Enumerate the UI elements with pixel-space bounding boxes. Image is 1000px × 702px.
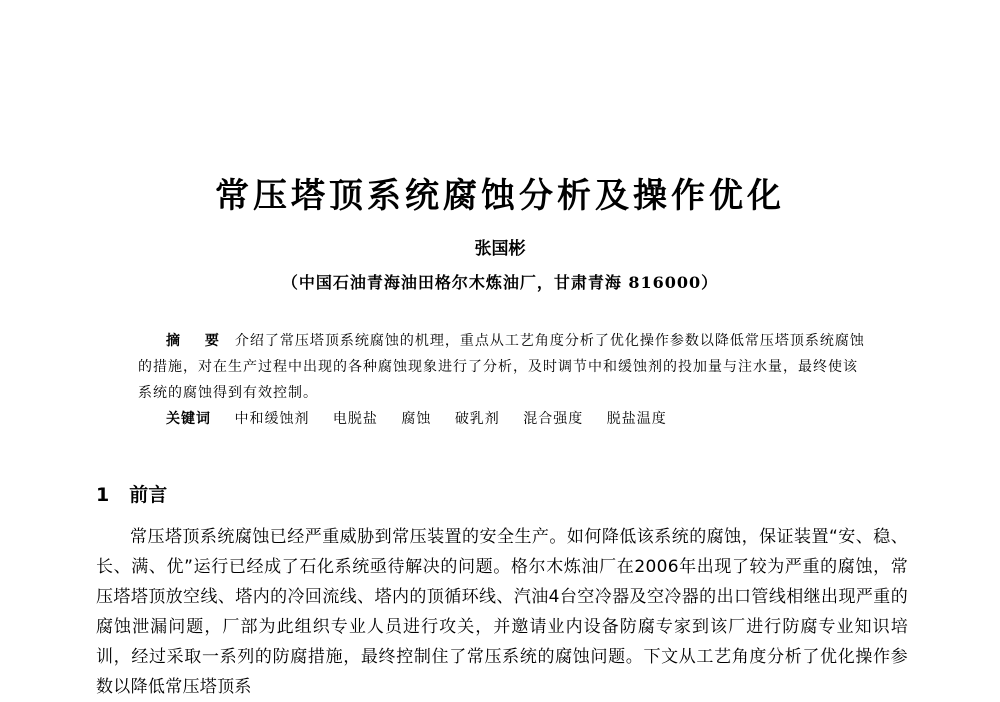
body-paragraph: 常压塔顶系统腐蚀已经严重威胁到常压装置的安全生产。如何降低该系统的腐蚀，保证装置“安、稳、长、满、优”运行已经成了石化系统亟待解决的问题。格尔木炼油厂在2006年出现了较为严重的腐蚀，常压塔塔顶放空线、塔内的冷回流线、塔内的顶循环线、汽油4台空冷器及空冷器的出口管线相继出现严重的腐蚀泄漏问题，厂部为此组织专业人员进行攻关，并邀请业内设备防腐专家到该厂进行防腐专业知识培训，经过采取一系列的防腐措施，最终控制住了常压系统的腐蚀问题。下文从工艺角度分析了优化操作参数以降低常压塔顶系 xyxy=(96,527,908,697)
keyword: 中和缓蚀剂 xyxy=(234,411,310,427)
keyword: 破乳剂 xyxy=(454,411,500,427)
keyword: 腐蚀 xyxy=(401,411,432,427)
keywords-label: 关键词 xyxy=(166,411,211,427)
author-affiliation: （中国石油青海油田格尔木炼油厂，甘肃青海 816000） xyxy=(281,273,719,292)
paper-title: 常压塔顶系统腐蚀分析及操作优化 xyxy=(215,176,785,216)
abstract-block xyxy=(138,328,866,406)
keyword: 脱盐温度 xyxy=(606,411,667,427)
section-number: 1 xyxy=(96,484,110,506)
author-name: 张国彬 xyxy=(474,239,526,259)
section-title: 前言 xyxy=(129,484,168,506)
keyword: 混合强度 xyxy=(523,411,584,427)
keywords-line xyxy=(166,408,685,428)
abstract-label: 摘 要 xyxy=(166,333,229,349)
section-heading xyxy=(96,480,167,507)
keyword: 电脱盐 xyxy=(332,411,378,427)
abstract-text: 介绍了常压塔顶系统腐蚀的机理，重点从工艺角度分析了优化操作参数以降低常压塔顶系统腐蚀的措施，对在生产过程中出现的各种腐蚀现象进行了分析，及时调节中和缓蚀剂的投加量与注水量，最终使该系统的腐蚀得到有效控制。 xyxy=(138,333,865,401)
